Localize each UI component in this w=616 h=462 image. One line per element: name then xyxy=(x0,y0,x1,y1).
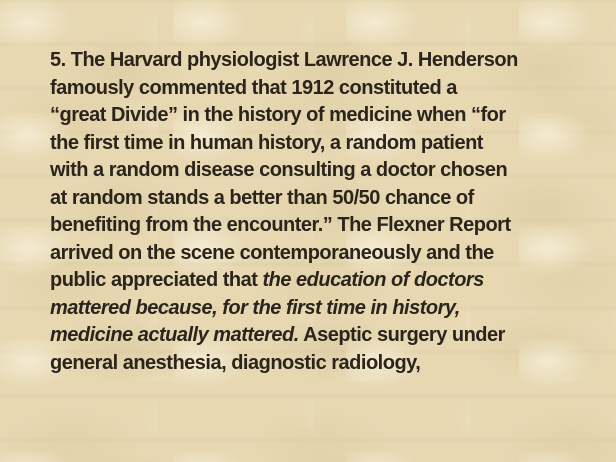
text-segment: “great Divide” in the history of medicine when “for xyxy=(50,104,506,126)
text-line xyxy=(50,212,590,240)
text-line xyxy=(50,267,590,295)
text-segment: public appreciated that xyxy=(50,269,263,291)
text-segment: benefiting from the encounter.” The Flexner Report xyxy=(50,214,511,236)
text-segment: famously commented that 1912 constituted a xyxy=(50,76,457,99)
text-line xyxy=(50,75,590,103)
text-line xyxy=(50,185,590,213)
slide-text-block xyxy=(50,47,590,377)
text-line xyxy=(50,240,590,268)
text-line xyxy=(50,322,590,350)
text-segment: 5. The Harvard physiologist Lawrence J. Henderson xyxy=(50,49,518,71)
text-segment: the first time in human history, a random patient xyxy=(50,131,483,154)
text-line xyxy=(50,350,590,378)
text-segment: at random stands a better than 50/50 chance of xyxy=(50,186,474,209)
text-segment: arrived on the scene contemporaneously and the xyxy=(50,241,494,264)
text-segment-italic: medicine actually mattered. xyxy=(50,324,299,346)
text-line xyxy=(50,295,590,323)
text-line xyxy=(50,157,590,185)
text-line xyxy=(50,47,590,75)
text-segment-italic: the education of doctors xyxy=(262,269,484,291)
text-line xyxy=(50,102,590,130)
text-segment-italic: mattered because, for the first time in history, xyxy=(50,296,460,319)
text-segment: with a random disease consulting a doctor chosen xyxy=(50,159,508,181)
text-segment: Aseptic surgery under xyxy=(298,324,505,346)
text-segment: general anesthesia, diagnostic radiology, xyxy=(50,351,421,374)
text-line xyxy=(50,130,590,158)
